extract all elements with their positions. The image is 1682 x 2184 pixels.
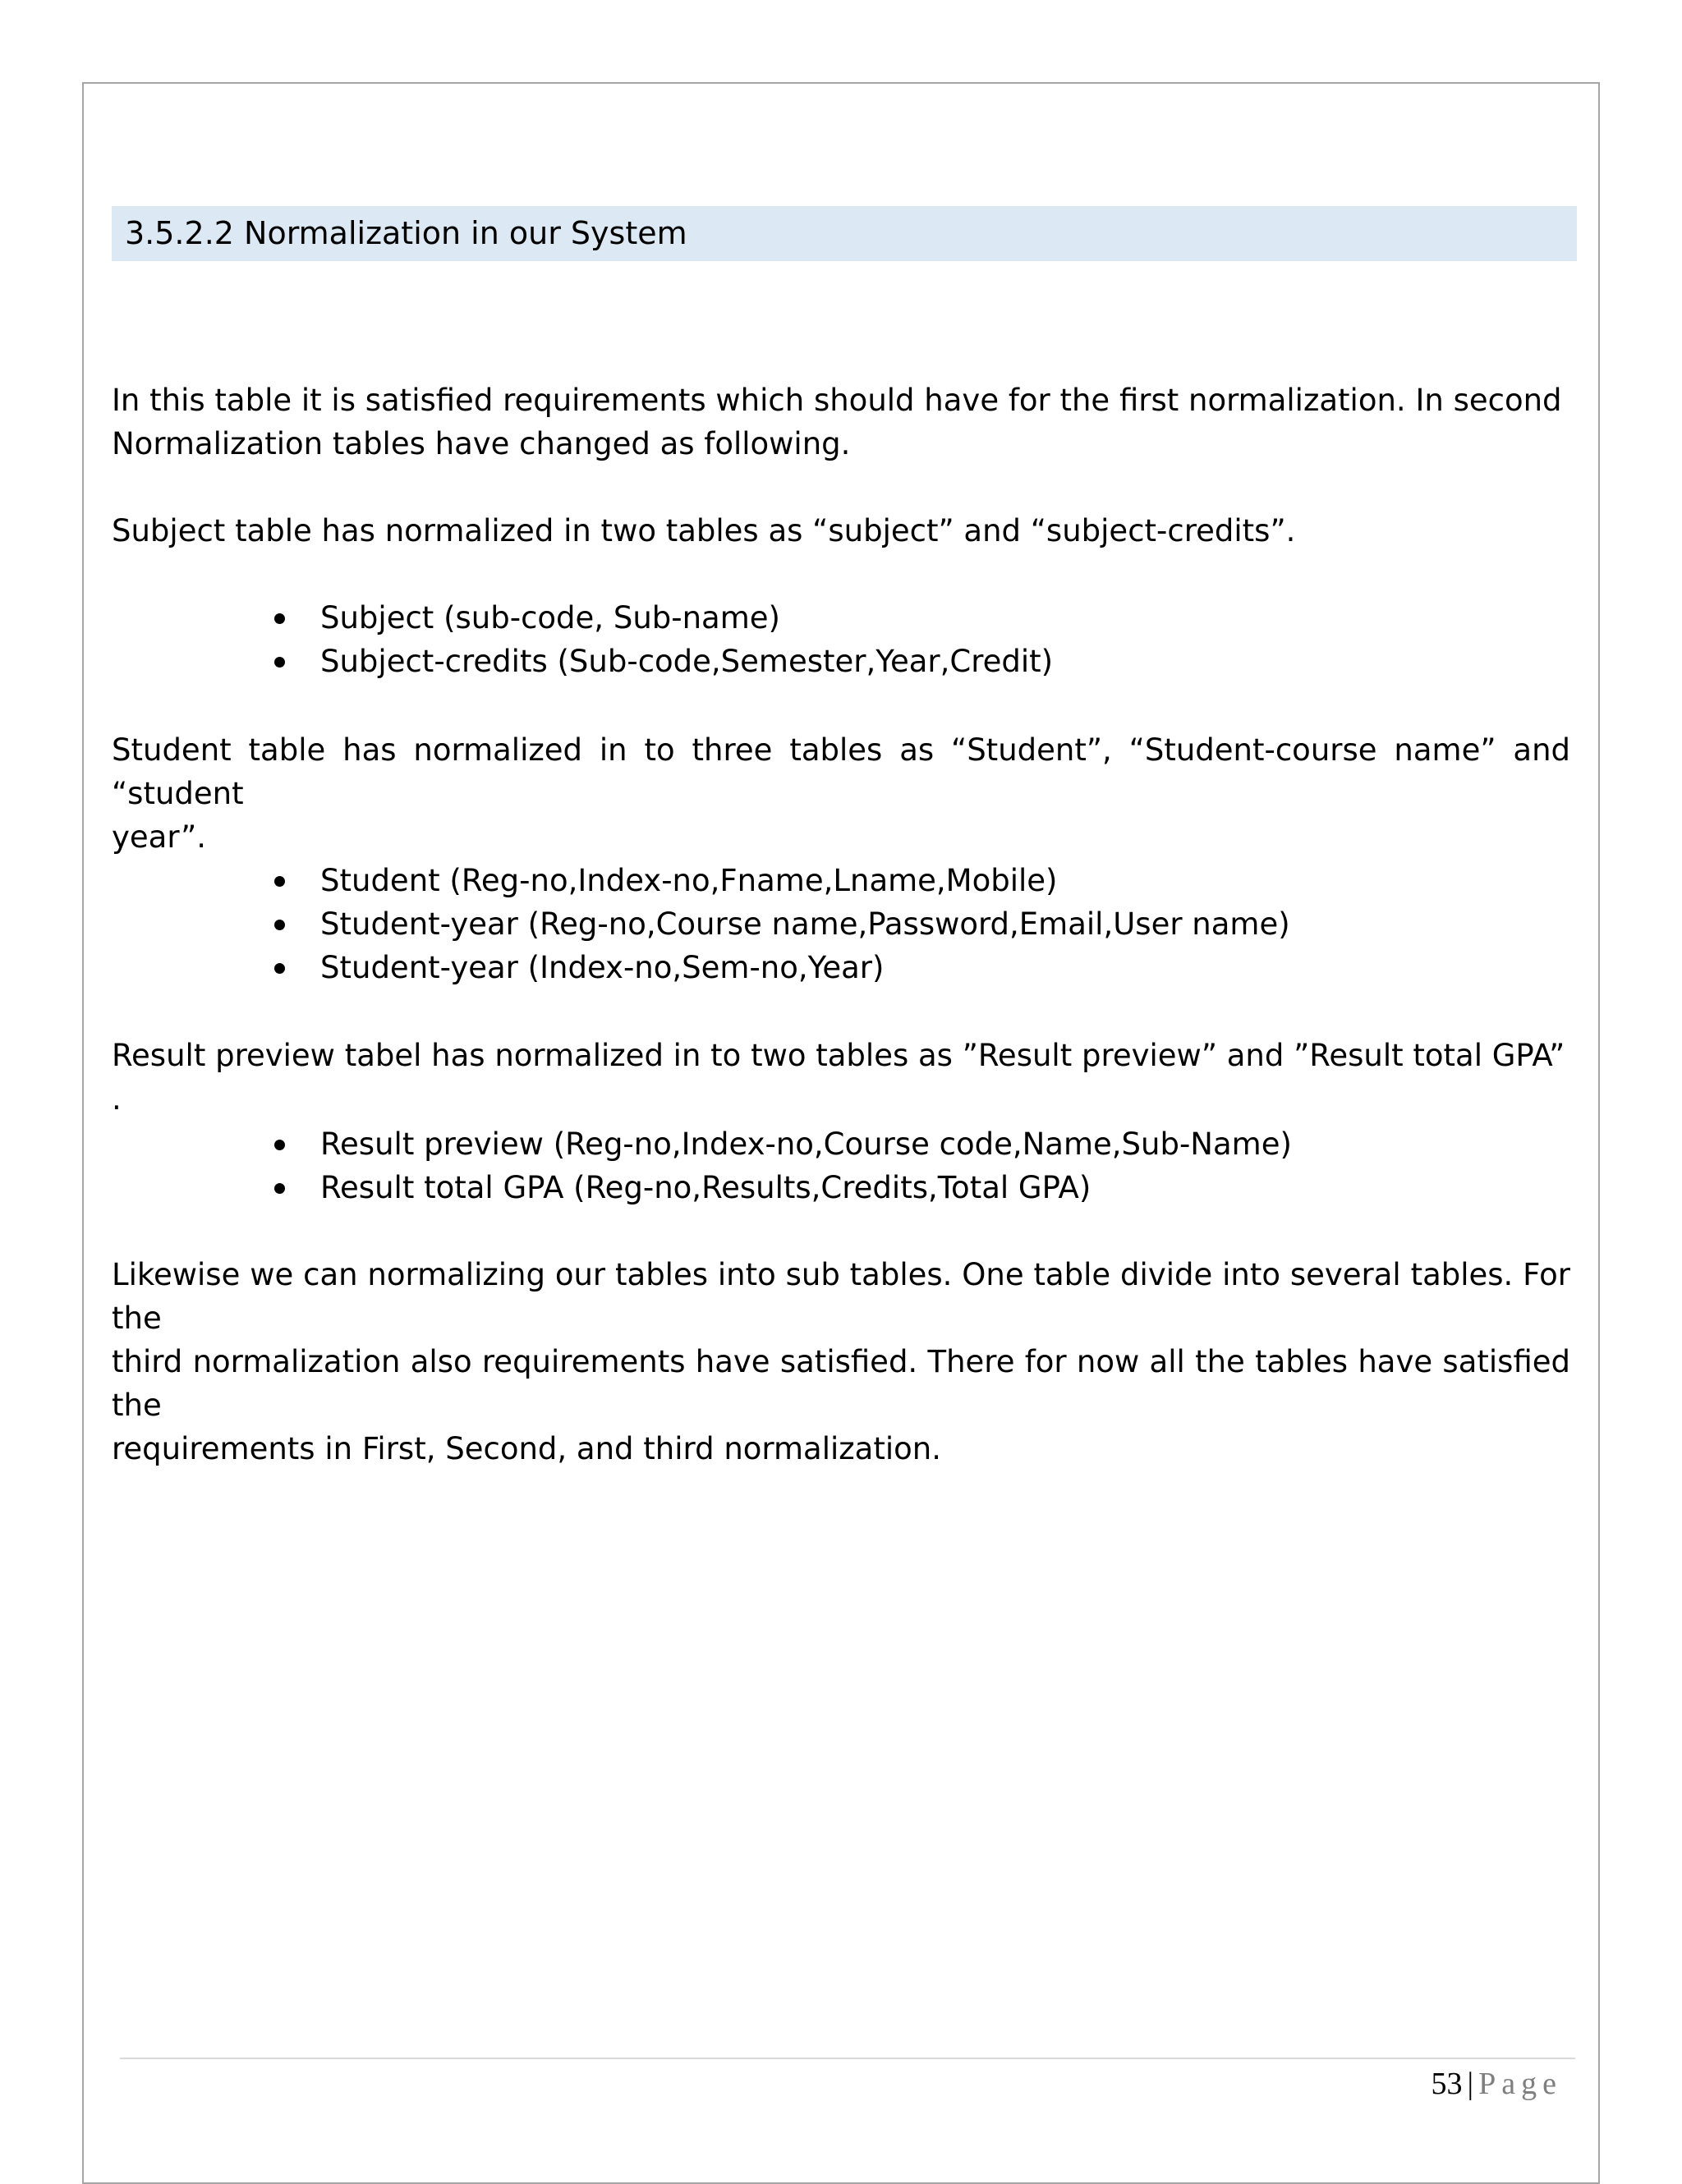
list-item-text: Result preview (Reg-no,Index-no,Course code,Name,Sub-Name) bbox=[320, 1126, 1292, 1162]
page-number-separator: | bbox=[1467, 2067, 1474, 2101]
bullet-icon bbox=[274, 876, 285, 887]
list-item bbox=[271, 1166, 1292, 1209]
list-item-text: Student-year (Reg-no,Course name,Password,Email,User name) bbox=[320, 906, 1290, 942]
conclusion-line-3: requirements in First, Second, and third normalization. bbox=[112, 1431, 941, 1466]
student-paragraph bbox=[112, 728, 1570, 859]
list-item bbox=[271, 596, 1053, 640]
section-heading: 3.5.2.2 Normalization in our System bbox=[112, 206, 1577, 261]
bullet-icon bbox=[274, 920, 285, 930]
list-item-text: Student (Reg-no,Index-no,Fname,Lname,Mobile) bbox=[320, 863, 1058, 898]
page-label: Page bbox=[1478, 2067, 1562, 2101]
conclusion-line-1: Likewise we can normalizing our tables into sub tables. One table divide into several tables. For the bbox=[112, 1257, 1570, 1336]
student-line-2: year”. bbox=[112, 819, 207, 855]
result-paragraph: Result preview tabel has normalized in to two tables as ”Result preview” and ”Result total GPA” . bbox=[112, 1038, 1565, 1117]
page-number-value: 53 bbox=[1431, 2067, 1463, 2101]
intro-line-1: In this table it is satisfied requirements which should have for the first normalization. In second bbox=[112, 383, 1562, 418]
conclusion-paragraph bbox=[112, 1253, 1570, 1471]
bullet-icon bbox=[274, 1140, 285, 1150]
list-item bbox=[271, 902, 1290, 946]
list-item-text: Subject-credits (Sub-code,Semester,Year,Credit) bbox=[320, 644, 1054, 679]
bullet-icon bbox=[274, 963, 285, 974]
bullet-icon bbox=[274, 657, 285, 668]
student-line-1: Student table has normalized in to three tables as “Student”, “Student-course name” and “student bbox=[112, 732, 1570, 811]
list-item bbox=[271, 946, 1290, 989]
subject-paragraph: Subject table has normalized in two tables as “subject” and “subject-credits”. bbox=[112, 513, 1296, 548]
footer-rule bbox=[120, 2058, 1575, 2059]
list-item bbox=[271, 859, 1290, 902]
list-item-text: Student-year (Index-no,Sem-no,Year) bbox=[320, 950, 885, 985]
student-list bbox=[271, 859, 1290, 989]
page-number bbox=[1432, 2064, 1562, 2104]
intro-line-2: Normalization tables have changed as following. bbox=[112, 426, 851, 461]
intro-paragraph bbox=[112, 379, 1570, 466]
list-item bbox=[271, 1122, 1292, 1166]
bullet-icon bbox=[274, 613, 285, 624]
list-item bbox=[271, 640, 1053, 683]
conclusion-line-2: third normalization also requirements have satisfied. There for now all the tables have satisfied the bbox=[112, 1344, 1570, 1423]
list-item-text: Result total GPA (Reg-no,Results,Credits,Total GPA) bbox=[320, 1170, 1091, 1205]
list-item-text: Subject (sub-code, Sub-name) bbox=[320, 600, 780, 635]
bullet-icon bbox=[274, 1183, 285, 1194]
result-list bbox=[271, 1122, 1292, 1209]
subject-list bbox=[271, 596, 1053, 683]
